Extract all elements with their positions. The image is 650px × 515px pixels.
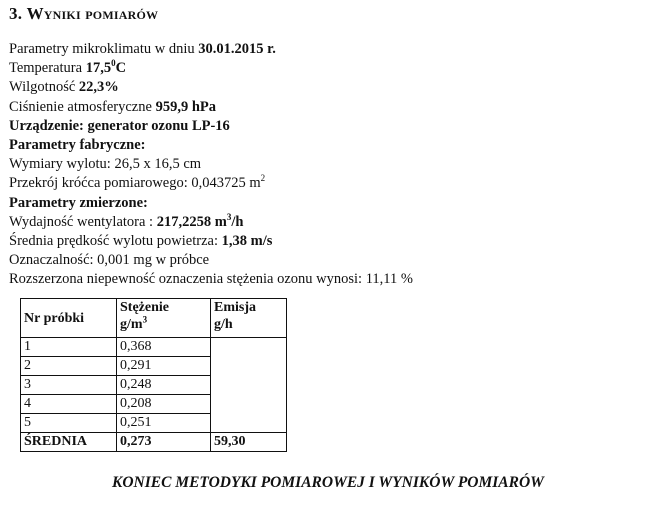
average-label: ŚREDNIA — [21, 433, 117, 452]
section-number: 3. — [9, 4, 23, 23]
velocity-line: Średnia prędkość wylotu powietrza: 1,38 m/s — [9, 233, 273, 250]
concentration-value: 0,291 — [117, 357, 211, 376]
humidity-line: Wilgotność 22,3% — [9, 79, 119, 96]
sample-number: 3 — [21, 376, 117, 395]
concentration-value: 0,251 — [117, 414, 211, 433]
pressure-line: Ciśnienie atmosferyczne 959,9 hPa — [9, 98, 216, 115]
fan-capacity-value: 217,2258 m — [156, 213, 227, 230]
concentration-value: 0,208 — [117, 395, 211, 414]
table-header-row — [21, 299, 287, 338]
measurement-parameters — [9, 40, 413, 290]
end-note: KONIEC METODYKI POMIAROWEJ I WYNIKÓW POMIARÓW — [112, 474, 544, 491]
device-value: generator ozonu LP-16 — [87, 117, 230, 134]
measured-params-heading: Parametry zmierzone: — [9, 194, 148, 211]
cross-section-line: Przekrój króćca pomiarowego: 0,043725 $m^2$ — [9, 173, 266, 192]
concentration-value: 0,368 — [117, 338, 211, 357]
header-emission: Emisja g/h — [211, 299, 287, 338]
microclimate-line: Parametry mikroklimatu w dniu 30.01.2015 r. — [9, 41, 276, 57]
fan-capacity-line: Wydajność wentylatora : 217,2258 $m^3/h$ — [9, 212, 244, 230]
average-concentration: 0,273 — [117, 433, 211, 452]
measurement-date: 30.01.2015 r. — [198, 41, 276, 57]
header-sample: Nr próbki — [21, 299, 117, 338]
detectability-line: Oznaczalność: 0,001 mg w próbce — [9, 252, 210, 269]
section-title: Wyniki pomiarów — [26, 4, 159, 23]
sample-number: 2 — [21, 357, 117, 376]
header-concentration: Stężenie $g/m^3$ — [117, 299, 211, 338]
uncertainty-line: Rozszerzona niepewność oznaczenia stężenia ozonu wynosi: 11,11 % — [9, 271, 413, 288]
section-heading — [9, 4, 158, 24]
factory-params-heading: Parametry fabryczne: — [9, 137, 146, 154]
temperature-value: 17,5 — [85, 60, 112, 77]
outlet-dimensions: Wymiary wylotu: 26,5 x 16,5 cm — [9, 156, 202, 173]
humidity-value: 22,3% — [78, 79, 119, 96]
velocity-value: 1,38 m/s — [221, 233, 273, 250]
sample-number: 5 — [21, 414, 117, 433]
sample-number: 4 — [21, 395, 117, 414]
temperature-line: Temperatura 17,5$^0$C — [9, 58, 127, 77]
table-row — [21, 338, 287, 357]
average-emission: 59,30 — [211, 433, 287, 452]
concentration-value: 0,248 — [117, 376, 211, 395]
pressure-value: 959,9 hPa — [155, 98, 216, 115]
emission-empty-cell — [211, 338, 287, 433]
sample-number: 1 — [21, 338, 117, 357]
average-row — [21, 433, 287, 452]
device-line: Urządzenie: generator ozonu LP-16 — [9, 117, 230, 134]
results-table — [20, 298, 287, 452]
